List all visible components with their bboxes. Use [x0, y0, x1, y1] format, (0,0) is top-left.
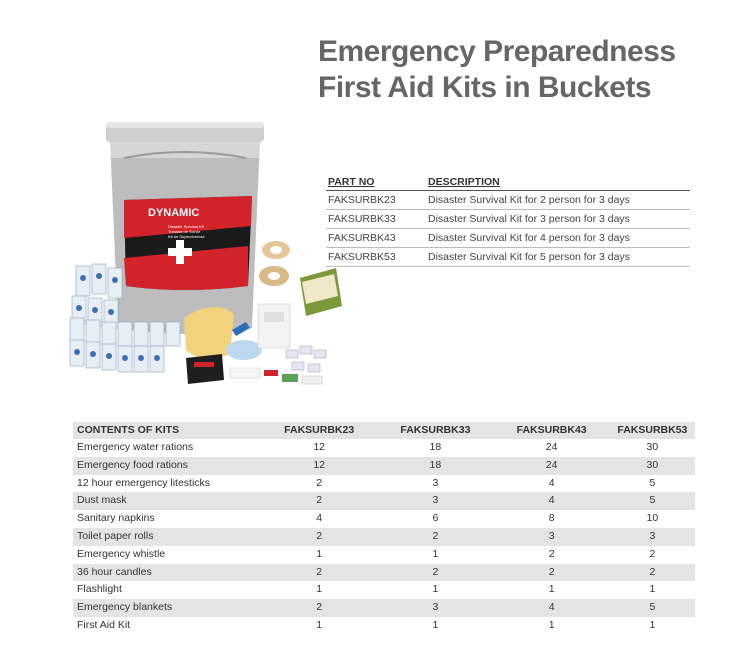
contents-table-header	[73, 422, 695, 439]
contents-item-name: Toilet paper rolls	[77, 529, 154, 542]
contents-item-name: Sanitary napkins	[77, 512, 155, 525]
contents-quantity-cell: 18	[429, 458, 442, 471]
contents-item-name: 12 hour emergency litesticks	[77, 476, 211, 489]
description-cell: Disaster Survival Kit for 3 person for 3 days	[428, 213, 630, 225]
contents-row	[73, 581, 695, 599]
contents-row	[73, 528, 695, 546]
contents-quantity-cell: 8	[548, 512, 555, 525]
contents-quantity-cell: 2	[649, 547, 656, 560]
contents-quantity-cell: 2	[316, 476, 323, 489]
svg-text:Kit de Supervivencia: Kit de Supervivencia	[168, 234, 205, 239]
svg-text:Trousse de Survie: Trousse de Survie	[168, 229, 201, 234]
contents-quantity-cell: 4	[548, 494, 555, 507]
contents-quantity-cell: 2	[432, 529, 439, 542]
kit-contents-table	[73, 422, 695, 635]
contents-quantity-cell: 2	[316, 529, 323, 542]
kit-column-header: FAKSURBK33	[400, 424, 471, 436]
contents-row	[73, 457, 695, 475]
contents-table-body	[73, 439, 695, 635]
contents-quantity-cell: 3	[432, 476, 439, 489]
part-row	[326, 210, 690, 229]
contents-quantity-cell: 1	[432, 583, 439, 596]
brand-logo: DYNAMIC	[148, 207, 200, 219]
contents-quantity-cell: 1	[548, 618, 555, 631]
contents-quantity-cell: 1	[316, 547, 323, 560]
contents-quantity-cell: 5	[649, 601, 656, 614]
kit-column-header: FAKSURBK53	[617, 424, 688, 436]
part-row	[326, 248, 690, 267]
contents-quantity-cell: 12	[313, 441, 325, 453]
part-table-header	[326, 176, 690, 191]
contents-row	[73, 510, 695, 528]
contents-quantity-cell: 2	[432, 565, 439, 578]
contents-quantity-cell: 4	[548, 476, 555, 489]
part-no-cell: FAKSURBK33	[328, 213, 396, 225]
contents-quantity-cell: 3	[432, 494, 439, 507]
contents-item-name: Emergency water rations	[77, 441, 194, 453]
contents-quantity-cell: 1	[649, 618, 656, 631]
contents-quantity-cell: 18	[429, 441, 442, 453]
contents-quantity-cell: 30	[646, 458, 659, 471]
part-no-cell: FAKSURBK53	[328, 251, 396, 263]
contents-quantity-cell: 1	[432, 618, 439, 631]
contents-quantity-cell: 2	[316, 565, 323, 578]
contents-item-name: 36 hour candles	[77, 565, 152, 578]
contents-quantity-cell: 1	[316, 583, 323, 596]
contents-item-name: Emergency food rations	[77, 458, 188, 471]
contents-quantity-cell: 2	[548, 547, 555, 560]
contents-item-name: First Aid Kit	[77, 618, 131, 631]
contents-row	[73, 546, 695, 564]
page-title	[318, 34, 728, 106]
contents-quantity-cell: 5	[649, 494, 656, 507]
part-number-table	[326, 176, 690, 267]
contents-quantity-cell: 24	[545, 458, 558, 471]
contents-quantity-cell: 1	[548, 583, 555, 596]
contents-item-name: Emergency blankets	[77, 601, 173, 614]
contents-quantity-cell: 4	[316, 512, 323, 525]
part-row	[326, 191, 690, 210]
title-line-1: Emergency Preparedness	[318, 35, 676, 68]
part-no-cell: FAKSURBK43	[328, 232, 396, 244]
description-cell: Disaster Survival Kit for 2 person for 3 days	[428, 194, 630, 206]
contents-quantity-cell: 3	[432, 601, 439, 614]
contents-quantity-cell: 4	[548, 601, 555, 614]
contents-quantity-cell: 1	[316, 618, 323, 631]
contents-row	[73, 564, 695, 582]
kit-column-header: FAKSURBK23	[284, 424, 355, 436]
product-image	[64, 118, 354, 393]
contents-quantity-cell: 30	[646, 441, 659, 453]
contents-quantity-cell: 5	[649, 476, 656, 489]
part-no-header: PART NO	[328, 176, 375, 188]
svg-text:Disaster Survival Kit: Disaster Survival Kit	[168, 224, 204, 229]
contents-item-name: Dust mask	[77, 494, 127, 507]
contents-quantity-cell: 6	[432, 512, 439, 525]
contents-quantity-cell: 1	[649, 583, 656, 596]
contents-quantity-cell: 3	[649, 529, 656, 542]
part-row	[326, 229, 690, 248]
contents-quantity-cell: 2	[316, 494, 323, 507]
contents-quantity-cell: 2	[316, 601, 323, 614]
contents-quantity-cell: 24	[545, 441, 558, 453]
contents-row	[73, 617, 695, 635]
kit-column-header: FAKSURBK43	[516, 424, 587, 436]
contents-row	[73, 475, 695, 493]
contents-header-label: CONTENTS OF KITS	[77, 424, 180, 436]
contents-quantity-cell: 3	[548, 529, 555, 542]
contents-quantity-cell: 1	[432, 547, 439, 560]
contents-row	[73, 439, 695, 457]
description-cell: Disaster Survival Kit for 4 person for 3 days	[428, 232, 630, 244]
part-no-cell: FAKSURBK23	[328, 194, 396, 206]
contents-quantity-cell: 2	[548, 565, 555, 578]
contents-quantity-cell: 2	[649, 565, 656, 578]
description-header: DESCRIPTION	[428, 176, 500, 188]
contents-item-name: Flashlight	[77, 583, 122, 596]
contents-row	[73, 599, 695, 617]
description-cell: Disaster Survival Kit for 5 person for 3 days	[428, 251, 630, 263]
contents-row	[73, 492, 695, 510]
title-line-2: First Aid Kits in Buckets	[318, 71, 652, 104]
contents-quantity-cell: 10	[646, 512, 659, 525]
contents-item-name: Emergency whistle	[77, 547, 166, 560]
contents-quantity-cell: 12	[313, 458, 325, 471]
